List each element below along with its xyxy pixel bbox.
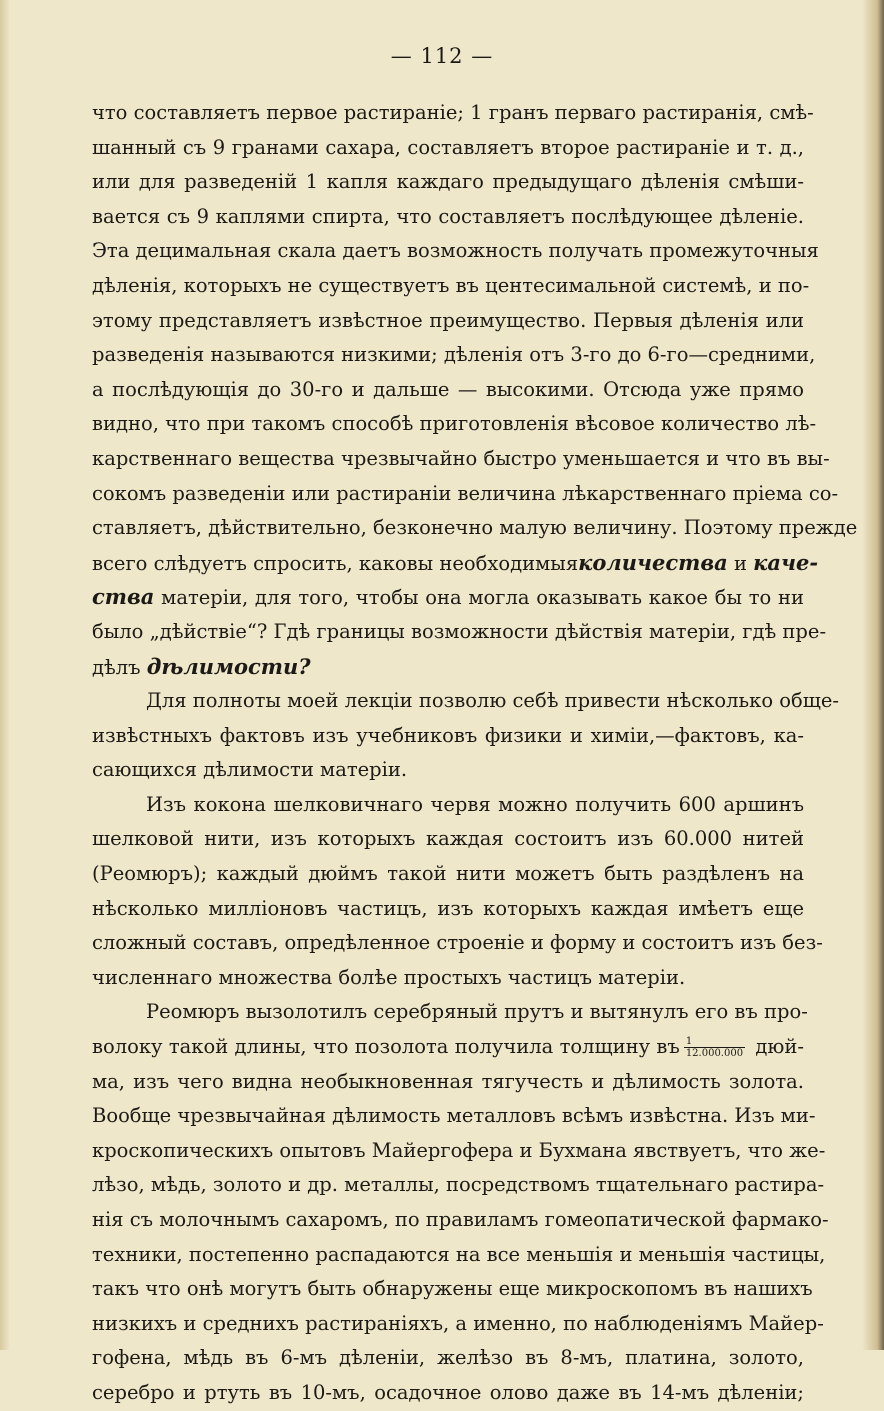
line-text: нѣсколько милліоновъ частицъ, изъ которыхъ каждая имѣетъ еще — [92, 896, 804, 920]
line-text: или для разведеній 1 капля каждаго предыдущаго дѣленія смѣши- — [92, 170, 804, 194]
line-text: видно, что при такомъ способѣ приготовленія вѣсовое количество лѣ- — [92, 412, 817, 436]
text-line — [92, 1341, 804, 1376]
text-line — [92, 961, 804, 996]
line-text: ставляетъ, дѣйствительно, безконечно малую величину. Поэтому прежде — [92, 516, 858, 540]
line-text: техники, постепенно распадаются на все меньшія и меньшія частицы, — [92, 1242, 826, 1266]
text-line — [92, 96, 814, 131]
text-line — [92, 1307, 824, 1342]
text-line — [92, 131, 804, 166]
text-line — [92, 753, 804, 788]
line-text: этому представляетъ извѣстное преимущество. Первыя дѣленія или — [92, 308, 804, 332]
text-line — [92, 1238, 826, 1273]
text-line — [92, 892, 804, 927]
emphasized-text: количества — [578, 549, 728, 575]
emphasized-text: каче- — [753, 549, 819, 575]
body-text — [92, 96, 858, 1411]
line-text: шанный съ 9 гранами сахара, составляетъ второе растираніе и т. д., — [92, 135, 804, 159]
text-line — [92, 1203, 829, 1238]
text-line — [92, 234, 819, 269]
text-line — [92, 511, 858, 546]
page-edge-left — [0, 0, 10, 1350]
text-line — [92, 338, 816, 373]
text-line — [92, 477, 839, 512]
text-line — [92, 650, 804, 685]
fraction-numerator: 1 — [684, 1036, 745, 1048]
text-line — [92, 1134, 826, 1169]
line-text: сокомъ разведеніи или растираніи величина лѣкарственнаго пріема со- — [92, 481, 839, 505]
line-text: дѣленія, которыхъ не существуетъ въ центесимальной системѣ, и по- — [92, 273, 810, 297]
line-text: ма, изъ чего видна необыкновенная тягучесть и дѣлимость золота. — [92, 1069, 804, 1093]
text-line — [92, 546, 819, 581]
text-line — [92, 580, 804, 615]
text-line — [92, 165, 804, 200]
text-line — [92, 1065, 804, 1100]
line-text: Изъ кокона шелковичнаго червя можно получить 600 аршинъ — [146, 792, 804, 816]
line-text: дѣлъ — [92, 655, 147, 679]
line-text: сложный составъ, опредѣленное строеніе и форму и состоитъ изъ без- — [92, 931, 823, 955]
page-edge-right — [862, 0, 884, 1350]
line-text: численнаго множества болѣе простыхъ частицъ матеріи. — [92, 965, 686, 989]
line-text: нія съ молочнымъ сахаромъ, по правиламъ гомеопатической фармако- — [92, 1208, 829, 1231]
text-line — [92, 822, 804, 857]
line-text: сающихся дѣлимости матеріи. — [92, 758, 408, 782]
text-line — [92, 719, 804, 754]
text-line — [92, 857, 804, 892]
line-text: (Реомюръ); каждый дюймъ такой нити можетъ быть раздѣленъ на — [92, 862, 804, 886]
text-line — [92, 373, 804, 408]
text-line — [92, 684, 840, 719]
line-text: всего слѣдуетъ спросить, каковы необходимыя — [92, 551, 579, 575]
line-text: лѣзо, мѣдь, золото и др. металлы, посредствомъ тщательнаго растира- — [92, 1173, 825, 1197]
text-line — [92, 1272, 813, 1307]
line-text: шелковой нити, изъ которыхъ каждая состоитъ изъ 60.000 нитей — [92, 827, 804, 851]
text-line — [92, 1168, 825, 1203]
text-line — [92, 1099, 816, 1134]
line-text: а послѣдующія до 30-го и дальше — высокими. Отсюда уже прямо — [92, 377, 804, 401]
line-text: волоку такой длины, что позолота получила толщину въ — [92, 1035, 680, 1059]
line-text: Вообще чрезвычайная дѣлимость металловъ всѣмъ извѣстна. Изъ ми- — [92, 1104, 816, 1128]
line-text: дюй- — [749, 1035, 804, 1059]
line-text: Для полноты моей лекціи позволю себѣ привести нѣсколько обще- — [146, 689, 840, 713]
line-text: такъ что онѣ могутъ быть обнаружены еще микроскопомъ въ нашихъ — [92, 1277, 813, 1301]
line-text: извѣстныхъ фактовъ изъ учебниковъ физики и химіи,—фактовъ, ка- — [92, 723, 804, 747]
line-text: низкихъ и среднихъ растираніяхъ, а именно, по наблюденіямъ Майер- — [92, 1311, 824, 1335]
emphasized-text: дѣлимости? — [146, 653, 311, 679]
emphasized-text: ства — [92, 584, 155, 610]
text-line — [92, 442, 830, 477]
text-line — [92, 269, 810, 304]
text-line — [92, 304, 804, 339]
text-line — [92, 995, 808, 1030]
text-line — [92, 1030, 804, 1065]
line-text: карственнаго вещества чрезвычайно быстро уменьшается и что въ вы- — [92, 446, 830, 470]
line-text: матеріи, для того, чтобы она могла оказывать какое бы то ни — [154, 586, 804, 610]
fraction — [684, 1036, 745, 1059]
text-line — [92, 1376, 804, 1411]
line-text: кроскопическихъ опытовъ Майергофера и Бухмана явствуетъ, что же- — [92, 1138, 826, 1162]
page-number: — 112 — — [390, 44, 494, 68]
fraction-denominator: 12.000.000 — [685, 1048, 744, 1060]
line-text: серебро и ртуть въ 10-мъ, осадочное олово даже въ 14-мъ дѣленіи; — [92, 1380, 804, 1404]
text-line — [92, 615, 827, 650]
text-line — [92, 926, 823, 961]
line-text: вается съ 9 каплями спирта, что составляетъ послѣдующее дѣленіе. — [92, 204, 804, 228]
line-text: разведенія называются низкими; дѣленія отъ 3-го до 6-го—средними, — [92, 343, 816, 367]
line-text: Реомюръ вызолотилъ серебряный прутъ и вытянулъ его въ про- — [146, 1000, 808, 1024]
line-text: гофена, мѣдь въ 6-мъ дѣленіи, желѣзо въ 8-мъ, платина, золото, — [92, 1346, 804, 1370]
text-line — [92, 200, 804, 235]
text-line — [92, 788, 804, 823]
line-text: было „дѣйствіе“? Гдѣ границы возможности дѣйствія матеріи, гдѣ пре- — [92, 619, 827, 643]
text-line — [92, 407, 817, 442]
line-text: Эта децимальная скала даетъ возможность получать промежуточныя — [92, 239, 819, 263]
line-text: и — [727, 551, 754, 575]
line-text: что составляетъ первое растираніе; 1 гранъ перваго растиранія, смѣ- — [92, 101, 814, 124]
